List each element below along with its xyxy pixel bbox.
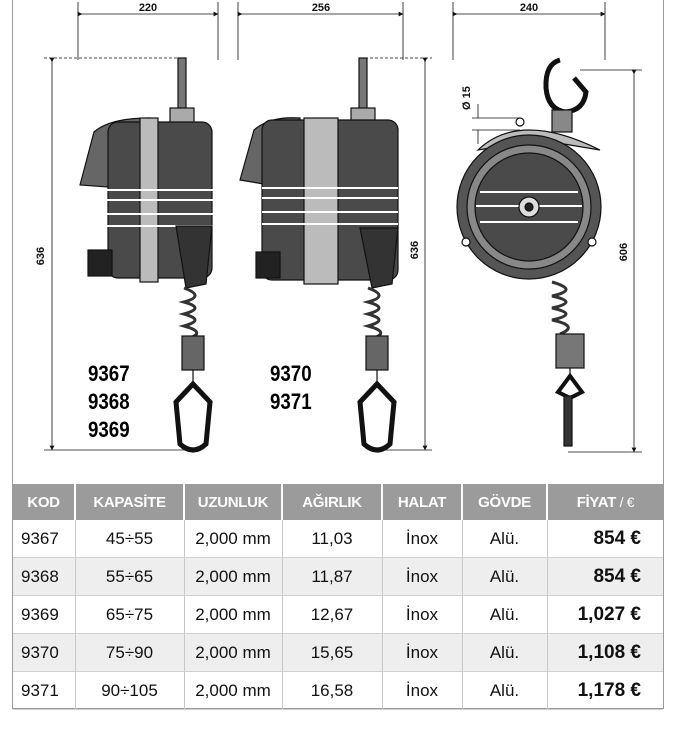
- model-code: 9371: [270, 389, 312, 414]
- cell-kapasite: 75÷90: [75, 634, 184, 672]
- table-row: [13, 596, 663, 634]
- col-header-agirlik: AĞIRLIK: [282, 484, 382, 520]
- cell-kapasite: 90÷105: [75, 672, 184, 710]
- cell-halat: İnox: [382, 672, 462, 710]
- price-header-sub: / €: [616, 493, 635, 510]
- col-header-govde: GÖVDE: [462, 484, 547, 520]
- cell-kapasite: 45÷55: [75, 520, 184, 558]
- spec-table: [13, 484, 663, 710]
- cell-halat: İnox: [382, 520, 462, 558]
- model-code: 9370: [270, 361, 312, 386]
- cell-fiyat: 1,027 €: [547, 596, 663, 634]
- col-header-uzunluk: UZUNLUK: [184, 484, 282, 520]
- cell-halat: İnox: [382, 634, 462, 672]
- model-codes-middle: [270, 360, 312, 416]
- cell-uzunluk: 2,000 mm: [184, 520, 282, 558]
- cell-agirlik: 16,58: [282, 672, 382, 710]
- cell-kod: 9367: [13, 520, 75, 558]
- table-row: [13, 634, 663, 672]
- cell-kod: 9368: [13, 558, 75, 596]
- table-header-row: [13, 484, 663, 520]
- cell-agirlik: 11,03: [282, 520, 382, 558]
- cell-kod: 9371: [13, 672, 75, 710]
- cell-govde: Alü.: [462, 634, 547, 672]
- dim-height-middle: 636: [409, 240, 421, 260]
- table-row: [13, 672, 663, 710]
- cell-halat: İnox: [382, 558, 462, 596]
- model-codes-left: [88, 360, 130, 444]
- col-header-kod: KOD: [13, 484, 75, 520]
- cell-uzunluk: 2,000 mm: [184, 672, 282, 710]
- table-row: [13, 520, 663, 558]
- dim-height-left: 636: [35, 246, 47, 266]
- cell-halat: İnox: [382, 596, 462, 634]
- col-header-fiyat: [547, 484, 663, 520]
- model-code: 9367: [88, 361, 130, 386]
- cell-fiyat: 854 €: [547, 558, 663, 596]
- col-header-halat: HALAT: [382, 484, 462, 520]
- cell-kod: 9369: [13, 596, 75, 634]
- cell-agirlik: 15,65: [282, 634, 382, 672]
- balancer-side-view-middle: [240, 58, 398, 450]
- cell-fiyat: 1,178 €: [547, 672, 663, 710]
- dim-width-right: 240: [519, 2, 539, 14]
- cell-uzunluk: 2,000 mm: [184, 558, 282, 596]
- col-header-kapasite: KAPASİTE: [75, 484, 184, 520]
- table-row: [13, 558, 663, 596]
- cell-agirlik: 12,67: [282, 596, 382, 634]
- cell-uzunluk: 2,000 mm: [184, 596, 282, 634]
- cell-agirlik: 11,87: [282, 558, 382, 596]
- cell-govde: Alü.: [462, 596, 547, 634]
- cell-kod: 9370: [13, 634, 75, 672]
- price-header-main: FİYAT: [576, 493, 617, 511]
- dim-width-left: 220: [138, 2, 158, 14]
- cell-fiyat: 1,108 €: [547, 634, 663, 672]
- cell-govde: Alü.: [462, 558, 547, 596]
- cell-govde: Alü.: [462, 520, 547, 558]
- dim-width-middle: 256: [311, 2, 331, 14]
- cell-uzunluk: 2,000 mm: [184, 634, 282, 672]
- cell-kapasite: 55÷65: [75, 558, 184, 596]
- model-code: 9368: [88, 389, 130, 414]
- cell-fiyat: 854 €: [547, 520, 663, 558]
- cell-kapasite: 65÷75: [75, 596, 184, 634]
- dim-diameter: Ø 15: [461, 86, 473, 110]
- dim-height-right: 606: [618, 242, 630, 262]
- model-code: 9369: [88, 417, 130, 442]
- cell-govde: Alü.: [462, 672, 547, 710]
